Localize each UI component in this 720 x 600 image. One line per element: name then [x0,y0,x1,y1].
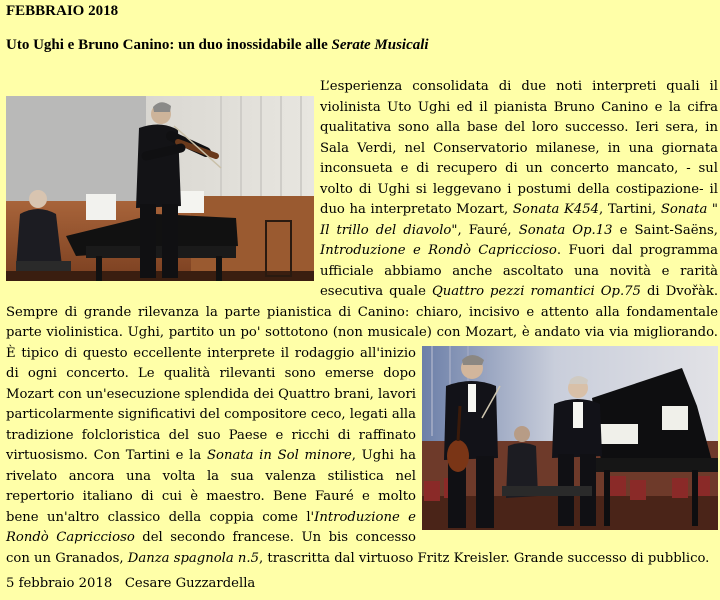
article-text-segment: e Saint-Saëns, [612,222,718,238]
article-text-segment: , Ughi ha rivelato ancora una volta la sua valenza stilistica nel repertorio italiano di cui è maestro. Bene Fauré e molto bene un'altro classico della coppia come l' [6,448,416,525]
article-text-segment: del secondo francese. Un bis concesso con un Granados, [6,530,416,566]
concert-photo-violinist-and-pianist [6,96,314,281]
article-text-segment: è andato via via migliorando. È tipico di questo eccellente interprete il rodaggio all'inizio di ogni concerto. Le qualità rilevanti sono emerse dopo Mozart con un'esecuzione splendida dei Quattro brani, lavori particolarmente significativi del compositore ceco, legati alla tradizione folcloristica del suo Paese e ricchi di raffinato virtuosismo. Con Tartini e la [6,325,718,463]
article-text-segment: . Fuori dal programma ufficiale abbiamo anche ascoltato una novità e rarità esecutiva quale [320,243,719,299]
article-text-segment: , trascritta dal virtuoso Fritz Kreisler. Grande successo di pubblico. [259,550,710,566]
work-title-sonata-k454: Sonata K454 [512,202,599,217]
work-title-trillo-del-diavolo: Sonata " Il trillo del diavolo" [320,202,718,238]
article-text-segment: , Fauré, [457,222,519,238]
work-title-introduzione-rondo: Introduzione e Rondò Capriccioso [6,509,416,545]
article-title-text: Uto Ughi e Bruno Canino: un duo inossidabile alle [6,37,332,53]
article-text-segment: L’esperienza consolidata di due noti interpreti quali il violinista Uto Ughi ed il pianista Bruno Canino e la cifra qualitativa sono alla base del loro successo. Ieri sera, in Sala Verdi, nel Conservatorio milanese, in una giornata inconsueta e di recupero di un concerto mancato, - sul volto di Ughi si leggevano i postumi della costipazione- il duo ha interpretato Mozart, [320,79,718,217]
article-text-segment: di Dvořàk. Sempre di grande rilevanza la parte pianistica di Canino: chiaro, incisivo e attento alla fondamentale parte violinistica. Ughi, partito un po' sottotono (non musicale) con Mozart, [6,284,719,340]
work-title-sonata-op13: Sonata Op.13 [518,222,613,238]
work-title-introduzione-rondo: Introduzione e Rondò Capriccioso [320,243,557,258]
concert-photo-1-image [6,96,314,281]
article-body [6,77,718,569]
article-author: Cesare Guzzardella [124,576,256,591]
page-month-heading: FEBBRAIO 2018 [6,3,119,19]
article-title-italic: Serate Musicali [331,37,429,53]
concert-photo-2-image [422,346,718,530]
work-title-sonata-sol-minore: Sonata in Sol minore [206,448,352,463]
article-byline [6,576,255,591]
work-title-danza-spagnola: Danza spagnola n.5 [127,550,260,566]
concert-photo-duo-bowing [422,346,718,530]
article-text-segment: , Tartini, [599,202,661,217]
article-date: 5 febbraio 2018 [6,576,113,591]
work-title-quattro-pezzi: Quattro pezzi romantici Op.75 [432,284,641,299]
article-title [6,37,429,54]
